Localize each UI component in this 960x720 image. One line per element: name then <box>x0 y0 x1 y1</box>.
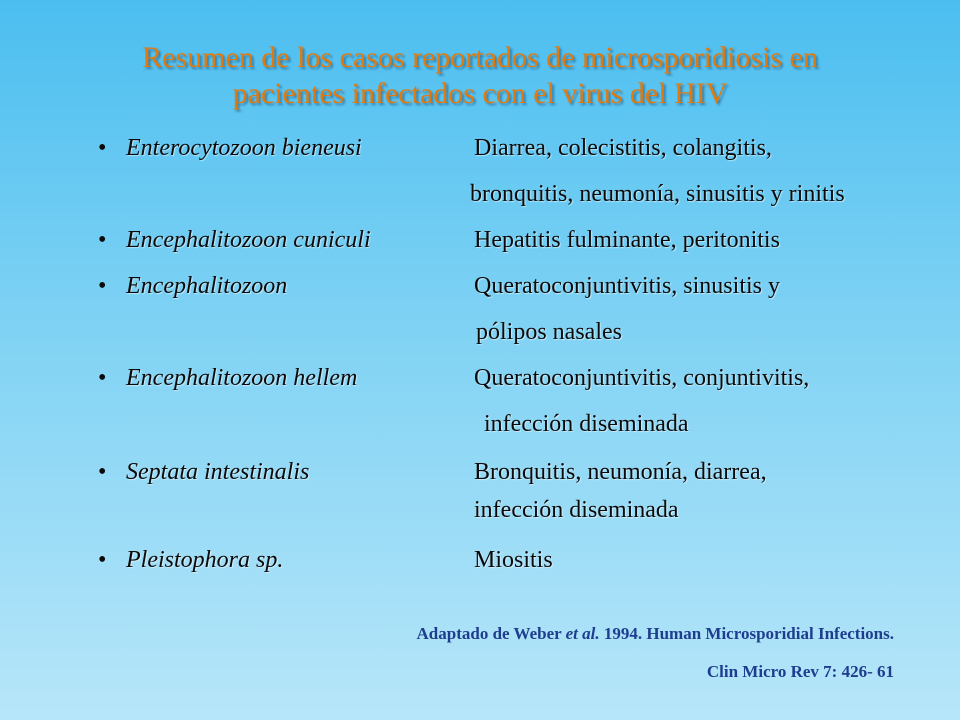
manifestation-line: Diarrea, colecistitis, colangitis, <box>474 135 772 161</box>
slide-title <box>0 40 960 112</box>
manifestation-line: Hepatitis fulminante, peritonitis <box>474 227 780 253</box>
citation-line-2: Clin Micro Rev 7: 426- 61 <box>706 662 894 681</box>
organism-name-septata-intestinalis: Septata intestinalis <box>126 459 310 485</box>
slide-title-line-2: pacientes infectados con el virus del HIV <box>232 77 728 110</box>
manifestation-line: infección diseminada <box>474 497 679 523</box>
organism-name-encephalitozoon-hellem: Encephalitozoon hellem <box>126 365 358 391</box>
citation-line-1 <box>417 624 894 644</box>
manifestation-line: infección diseminada <box>484 411 689 437</box>
bullet-icon: • <box>98 227 107 253</box>
manifestation-line: Miositis <box>474 547 553 573</box>
organism-name-encephalitozoon: Encephalitozoon <box>126 273 288 299</box>
manifestation-line: Bronquitis, neumonía, diarrea, <box>474 459 767 485</box>
manifestation-line: pólipos nasales <box>476 319 622 345</box>
bullet-icon: • <box>98 273 107 299</box>
manifestation-line: bronquitis, neumonía, sinusitis y rinitis <box>470 181 845 207</box>
citation-prefix: Adaptado de Weber <box>416 624 566 643</box>
citation-suffix: 1994. Human Microsporidial Infections. <box>599 624 894 643</box>
bullet-icon: • <box>98 135 107 161</box>
organism-name-encephalitozoon-cuniculi: Encephalitozoon cuniculi <box>126 227 371 253</box>
bullet-icon: • <box>98 365 107 391</box>
manifestation-line: Queratoconjuntivitis, sinusitis y <box>474 273 780 299</box>
organism-name-pleistophora-sp: Pleistophora sp. <box>126 547 284 573</box>
slide-title-line-1: Resumen de los casos reportados de microsporidiosis en <box>142 41 818 74</box>
citation-et-al: et al. <box>565 624 600 643</box>
bullet-icon: • <box>98 459 107 485</box>
manifestation-line: Queratoconjuntivitis, conjuntivitis, <box>474 365 810 391</box>
organism-name-enterocytozoon-bieneusi: Enterocytozoon bieneusi <box>126 135 362 161</box>
bullet-icon: • <box>98 547 107 573</box>
